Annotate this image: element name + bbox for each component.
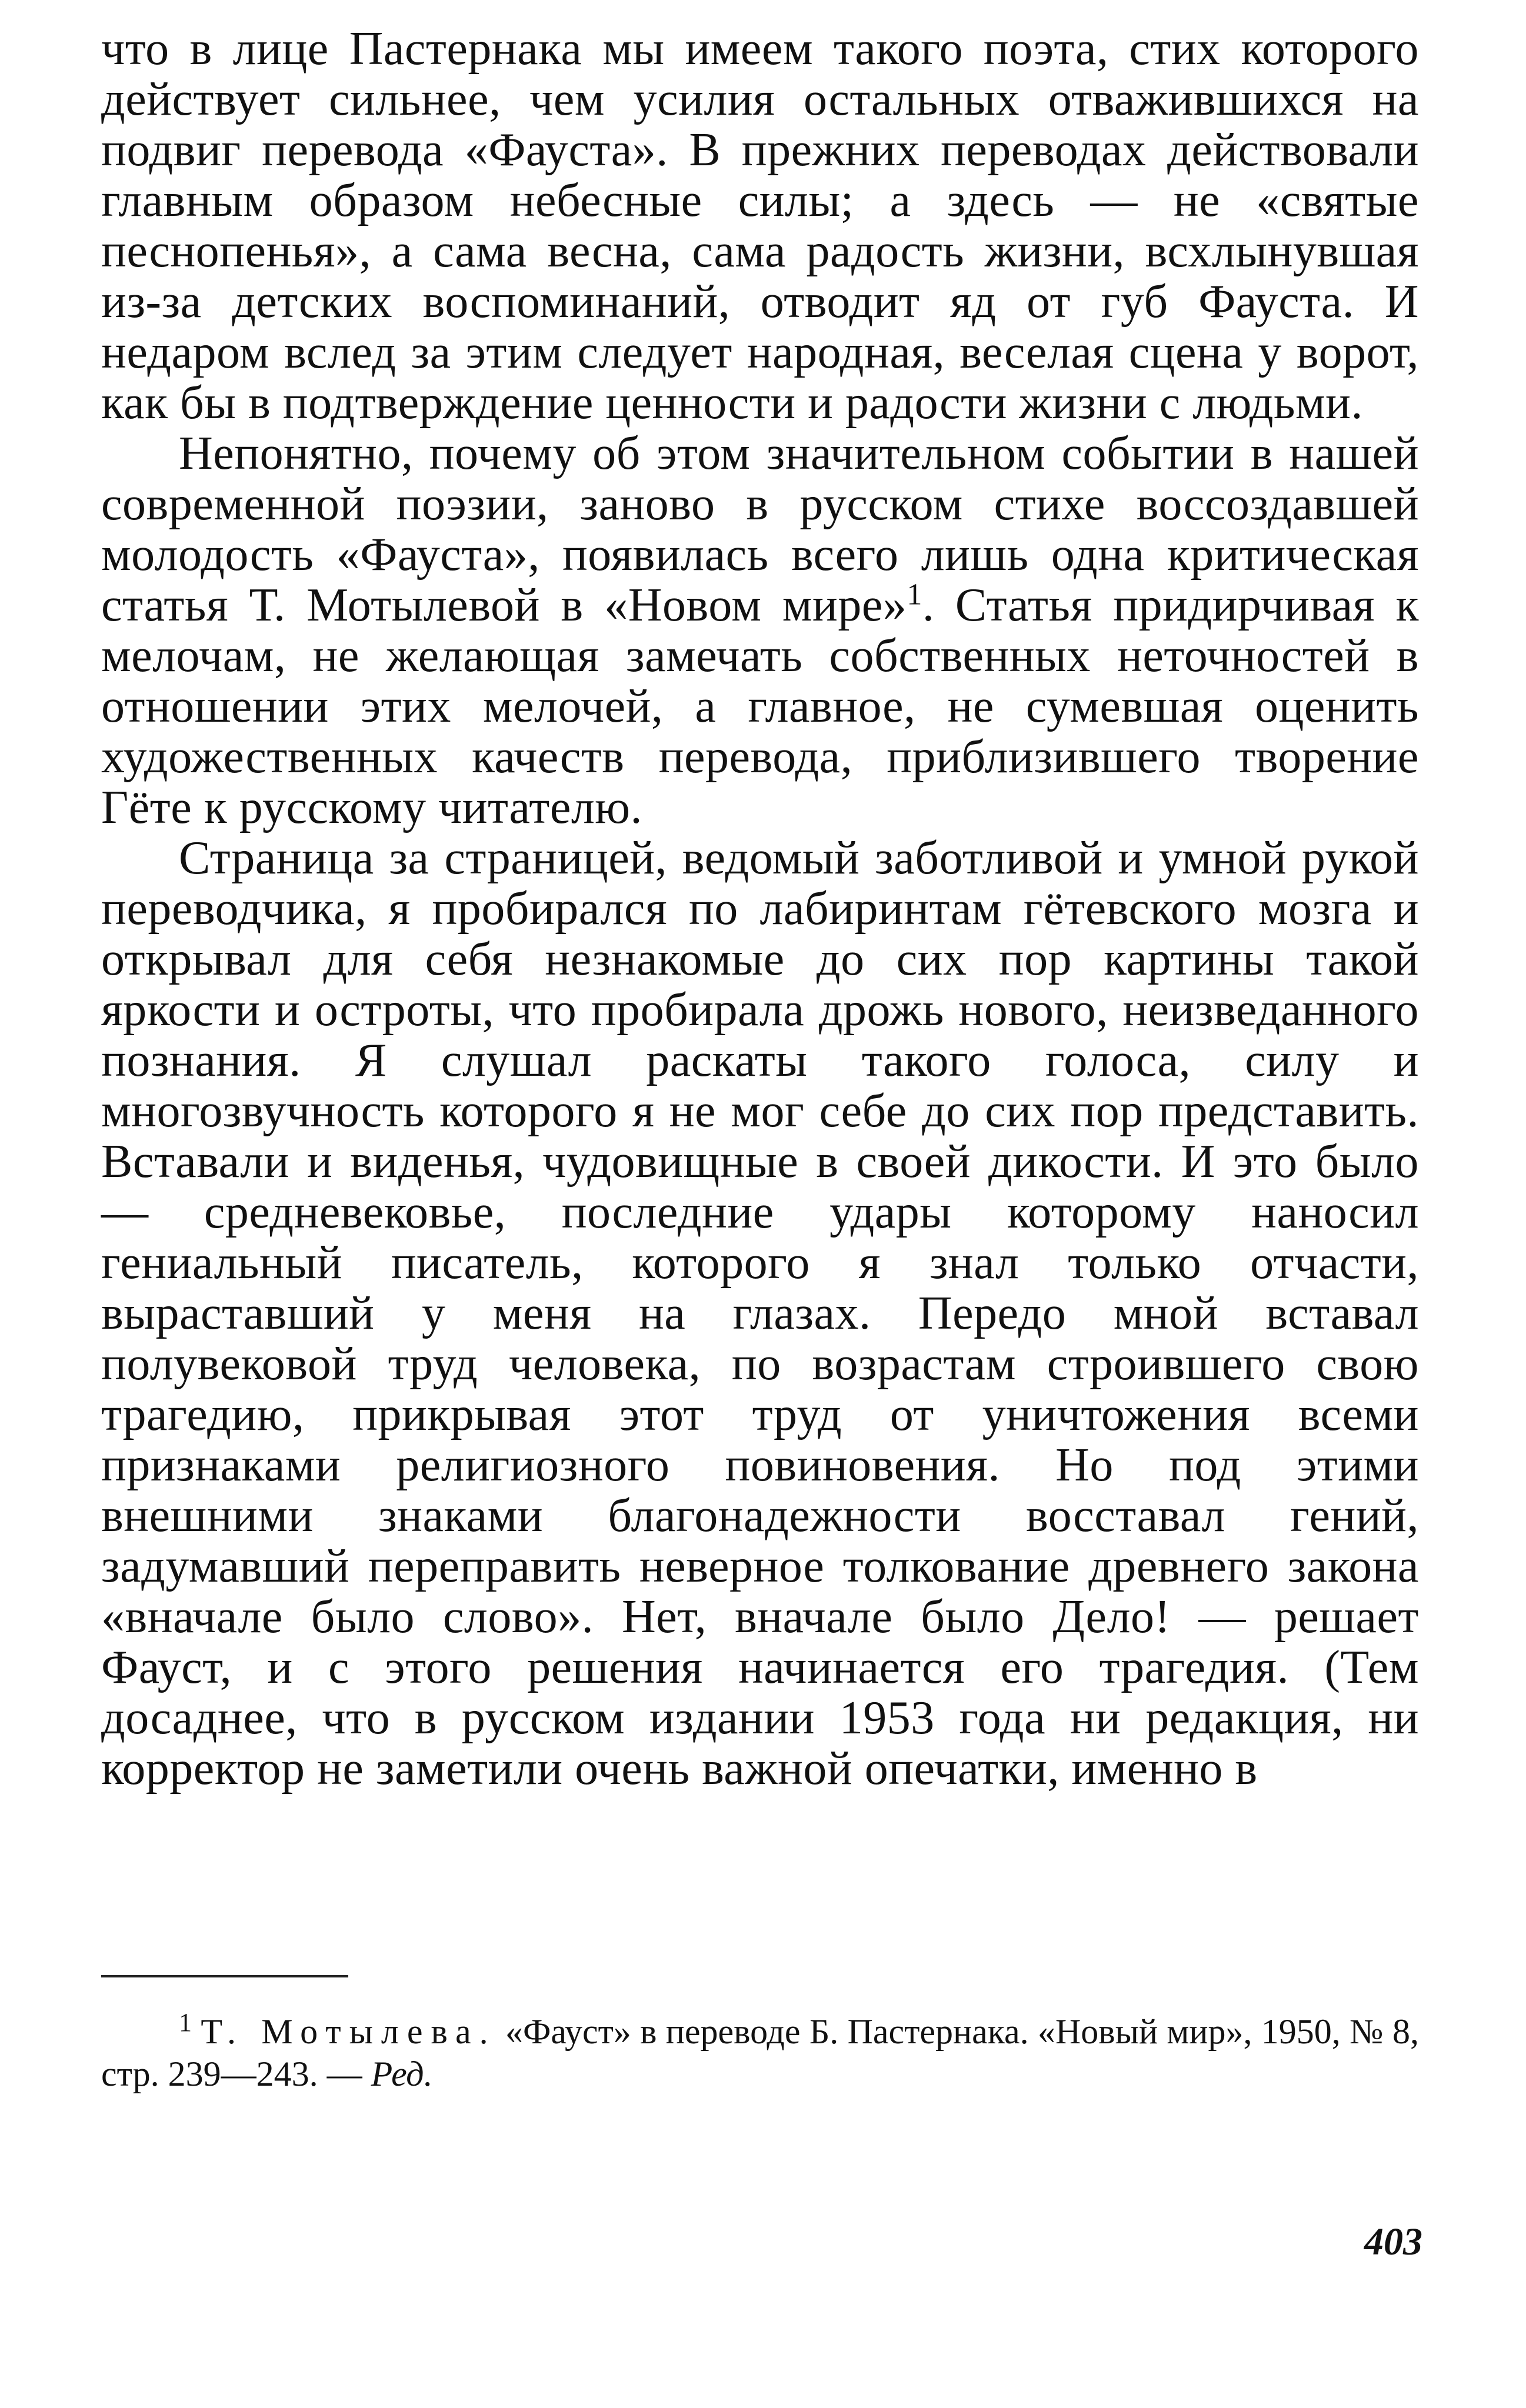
- paragraph-1: что в лице Пастернака мы имеем такого поэта, стих которого действует сильнее, чем усилия остальных отважившихся на подвиг перевода «Фауста». В прежних переводах действовали главным образом небесные силы; а здесь — не «святые песнопенья», а сама весна, сама радость жизни, всхлынувшая из-за детских воспоминаний, отводит яд от губ Фауста. И недаром вслед за этим следует народная, веселая сцена у ворот, как бы в подтверждение ценности и радости жизни с людьми.: [101, 23, 1419, 429]
- footnote-author: Т. Мотылева.: [201, 2012, 497, 2051]
- main-text: [101, 24, 1419, 1794]
- footnote-editor-mark: Ред.: [371, 2055, 433, 2093]
- footnote-text: «Фауст» в переводе Б. Пастернака. «Новый мир», 1950, № 8, стр. 239—243. —: [101, 2012, 1420, 2093]
- page-number: 403: [1364, 2220, 1422, 2263]
- paragraph-3: Страница за страницей, ведомый заботливой и умной рукой переводчика, я пробирался по лабиринтам гётевского мозга и открывал для себя незнакомые до сих пор картины такой яркости и остроты, что пробирала дрожь нового, неизведанного познания. Я слушал раскаты такого голоса, силу и многозвучность которого я не мог себе до сих пор представить. Вставали и виденья, чудовищные в своей дикости. И это было — средневековье, последние удары которому наносил гениальный писатель, которого я знал только отчасти, выраставший у меня на глазах. Передо мной вставал полувековой труд человека, по возрастам строившего свою трагедию, прикрывая этот труд от уничтожения всеми признаками религиозного повиновения. Но под этими внешними знаками благонадежности восставал гений, задумавший переправить неверное толкование древнего закона «вначале было слово». Нет, вначале было Дело! — решает Фауст, и с этого решения начинается его трагедия. (Тем досаднее, что в русском издании 1953 года ни редакция, ни корректор не заметили очень важной опечатки, именно в: [101, 832, 1419, 1795]
- paragraph-2: [101, 428, 1419, 833]
- footnote-divider: [101, 1975, 348, 1977]
- footnote-marker: 1: [179, 2008, 192, 2037]
- footnote-reference[interactable]: 1: [907, 578, 922, 612]
- page-body: [101, 24, 1419, 1794]
- paragraph-2-part-2: . Статья придирчивая к мелочам, не желающая замечать собственных неточностей в отношении этих мелочей, а главное, не сумевшая оценить художественных качеств перевода, приблизившего творение Гёте к русскому читателю.: [101, 579, 1419, 833]
- paragraph-2-part-1: Непонятно, почему об этом значительном событии в нашей современной поэзии, заново в русском стихе воссоздавшей молодость «Фауста», появилась всего лишь одна критическая статья Т. Мотылевой в «Новом мире»: [101, 428, 1419, 631]
- footnote: [101, 2010, 1419, 2095]
